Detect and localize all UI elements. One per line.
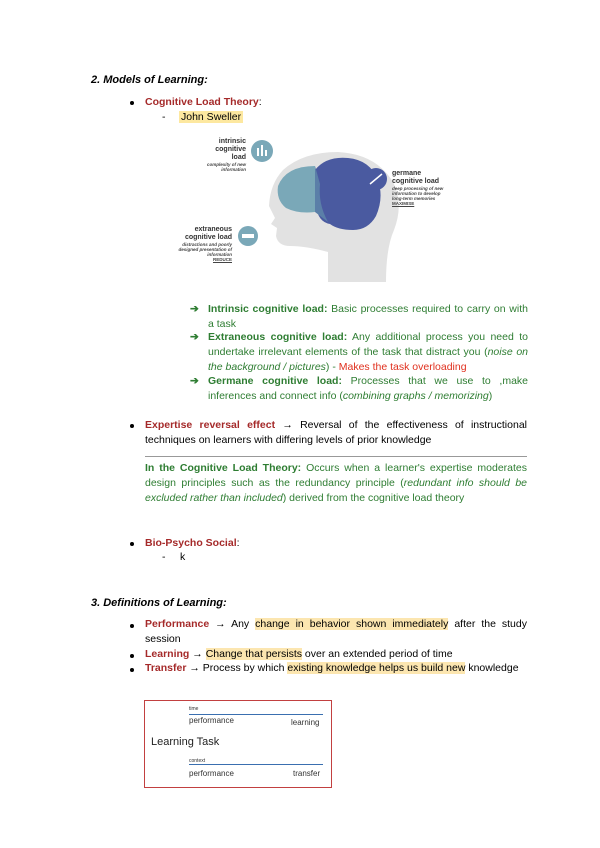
bullet xyxy=(130,542,134,546)
bullet xyxy=(130,101,134,105)
intrinsic-desc: complexity of new information xyxy=(206,162,246,172)
transfer-item: Transfer → Process by which existing knowledge helps us build new knowledge xyxy=(145,662,519,674)
bullet xyxy=(130,668,134,672)
bullet xyxy=(130,624,134,628)
germane-title-2: cognitive load xyxy=(392,178,440,185)
diagram-learning-task: Learning Task xyxy=(151,736,220,748)
divider xyxy=(145,456,527,457)
diagram-top-right: learning xyxy=(291,718,320,727)
intrinsic-title-2: cognitive load xyxy=(215,146,246,161)
germane-title: germane xyxy=(392,170,422,177)
diagram-line-bottom xyxy=(189,764,323,765)
load-item-intrinsic: ➔ Intrinsic cognitive load: Basic processes required to carry on with a task xyxy=(190,303,528,330)
section-title-models: 2. Models of Learning: xyxy=(91,74,208,86)
clt-note: In the Cognitive Load Theory: Occurs when a learner's expertise moderates design principles such as the redundancy principle (redundant info should be excluded rather than included) derived from the cognitive load theory xyxy=(145,462,528,504)
bullet xyxy=(130,424,134,428)
clt-colon: : xyxy=(258,96,262,108)
dash: - xyxy=(162,111,166,123)
diagram-top-left: performance xyxy=(189,716,234,725)
diagram-bottom-left: performance xyxy=(189,769,234,778)
load-item-germane: ➔ Germane cognitive load: Processes that we use to ,make inferences and connect info (combining graphs / memorizing) xyxy=(190,375,528,402)
dash: - xyxy=(162,551,166,563)
learning-task-diagram xyxy=(144,700,332,788)
diagram-time-label: time xyxy=(189,706,199,712)
extraneous-title-2: cognitive load xyxy=(184,234,232,241)
germane-desc: deep processing of new information to develop long-term memories xyxy=(392,186,444,201)
clt-heading xyxy=(145,96,262,108)
expertise-label: Expertise reversal effect xyxy=(145,419,276,431)
load-item-extraneous: ➔ Extraneous cognitive load: Any additional process you need to undertake irrelevant elements of the task that distract you (noise on the background / pictures) - Makes the task overloading xyxy=(190,331,529,373)
bps-item: k xyxy=(180,551,186,563)
extraneous-desc: distractions and poorly designed presentation of information xyxy=(178,242,232,257)
learning-item: Learning → Change that persists over an extended period of time xyxy=(145,648,453,660)
extraneous-action: REDUCE xyxy=(212,257,232,262)
diagram-line-top xyxy=(189,714,323,715)
intrinsic-title: intrinsic xyxy=(218,138,246,145)
author-name: John Sweller xyxy=(181,111,242,123)
bps-heading: Bio-Psycho Social: xyxy=(145,537,240,549)
expertise-reversal-item: Expertise reversal effect → Reversal of the effectiveness of instructional techniques on learners with differing levels of prior knowledge xyxy=(145,419,527,446)
cognitive-load-figure xyxy=(178,134,478,284)
section-title-definitions: 3. Definitions of Learning: xyxy=(91,597,227,609)
bullet xyxy=(130,654,134,658)
clt-label: Cognitive Load Theory xyxy=(145,96,259,108)
germane-action: MAXIMISE xyxy=(392,201,415,206)
performance-item: Performance → Any change in behavior shown immediately after the study session xyxy=(145,618,527,645)
diagram-context-label: context xyxy=(189,758,206,764)
extraneous-title: extraneous xyxy=(194,226,232,233)
diagram-bottom-right: transfer xyxy=(293,769,321,778)
